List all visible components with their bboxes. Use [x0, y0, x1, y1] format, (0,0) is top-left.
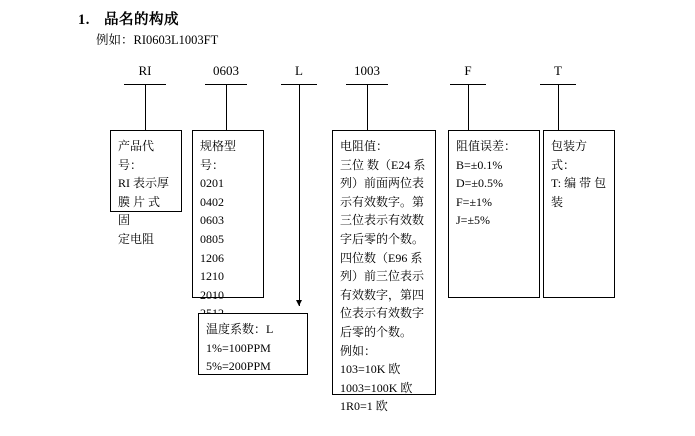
box-resistance-line-9: 有效数字，第四 [340, 287, 425, 302]
box-resistance-line-3: 列）前面两位表 [340, 176, 425, 191]
box-resistance-line-8: 列）前三位表示 [340, 269, 425, 284]
box-resistance-line-14: 1003=100K 欧 [340, 380, 413, 395]
box-size-code-line-7: 2010 [200, 287, 224, 302]
box-resistance-value [332, 130, 436, 414]
box-resistance-line-1: 电阻值： [340, 139, 389, 153]
connector-product [145, 84, 146, 130]
page-title [78, 8, 179, 29]
connector-resistance [367, 84, 368, 130]
box-size-code-title: 规格型号： [200, 139, 237, 172]
code-label-tempcoef: L [295, 63, 303, 78]
box-temp-coefficient-line-2: 1%=100PPM [206, 340, 271, 355]
code-label-product: RI [138, 63, 152, 78]
connector-tolerance [468, 84, 469, 130]
arrow-tempcoef [296, 300, 302, 306]
box-tolerance-line-4: J=±5% [456, 213, 491, 228]
heading-text: 品名的构成 [104, 12, 179, 28]
box-size-code-line-5: 1206 [200, 250, 224, 265]
box-resistance-line-7: 四位数（E96 系 [340, 250, 423, 265]
box-size-code-line-1: 0201 [200, 176, 224, 191]
box-size-code-line-4: 0805 [200, 231, 224, 246]
example-part-number: 例如：RI0603L1003FT [96, 33, 219, 47]
code-label-size: 0603 [213, 63, 239, 78]
box-resistance-line-11: 后零的个数。 [340, 324, 413, 339]
box-resistance-line-10: 位表示有效数字 [340, 306, 425, 321]
box-tolerance [448, 130, 540, 298]
connector-tempcoef [299, 84, 300, 306]
code-label-tolerance: F [464, 63, 472, 78]
connector-size [226, 84, 227, 130]
box-tolerance-title: 阻值误差： [456, 139, 517, 153]
box-product-code-line-2: 膜 片 式 固 [118, 194, 164, 228]
box-size-code-line-3: 0603 [200, 213, 224, 228]
box-resistance-line-4: 示有效数字。第 [340, 194, 425, 209]
code-label-packaging: T [554, 63, 562, 78]
box-packaging [543, 130, 615, 298]
box-resistance-line-13: 103=10K 欧 [340, 362, 401, 377]
box-product-code-line-3: 定电阻 [118, 231, 155, 246]
section-number: 1. [78, 12, 90, 28]
box-tolerance-line-2: D=±0.5% [456, 176, 504, 191]
box-size-code [192, 130, 264, 302]
box-resistance-line-12: 例如： [340, 343, 377, 358]
box-resistance-line-15: 1R0=1 欧 [340, 399, 388, 414]
box-packaging-line-2: 装 [551, 194, 564, 209]
box-resistance-line-2: 三位 数（E24 系 [340, 157, 426, 172]
box-temp-coefficient [198, 313, 308, 375]
box-tolerance-line-1: B=±0.1% [456, 157, 503, 172]
box-product-code-line-1: RI 表示厚 [118, 176, 170, 191]
box-resistance-line-6: 字后零的个数。 [340, 231, 425, 246]
box-tolerance-line-3: F=±1% [456, 194, 493, 209]
box-product-code [110, 130, 182, 246]
box-size-code-line-2: 0402 [200, 194, 224, 209]
box-product-code-title: 产品代号： [118, 139, 155, 172]
box-packaging-line-1: T: 编 带 包 [551, 176, 607, 191]
box-packaging-title: 包装方式： [551, 139, 588, 172]
box-temp-coefficient-line-1: 温度系数：L [206, 322, 274, 336]
box-resistance-line-5: 三位表示有效数 [340, 213, 425, 228]
code-label-resistance: 1003 [354, 63, 380, 78]
connector-packaging [558, 84, 559, 130]
box-temp-coefficient-line-3: 5%=200PPM [206, 359, 271, 374]
box-size-code-line-6: 1210 [200, 269, 224, 284]
